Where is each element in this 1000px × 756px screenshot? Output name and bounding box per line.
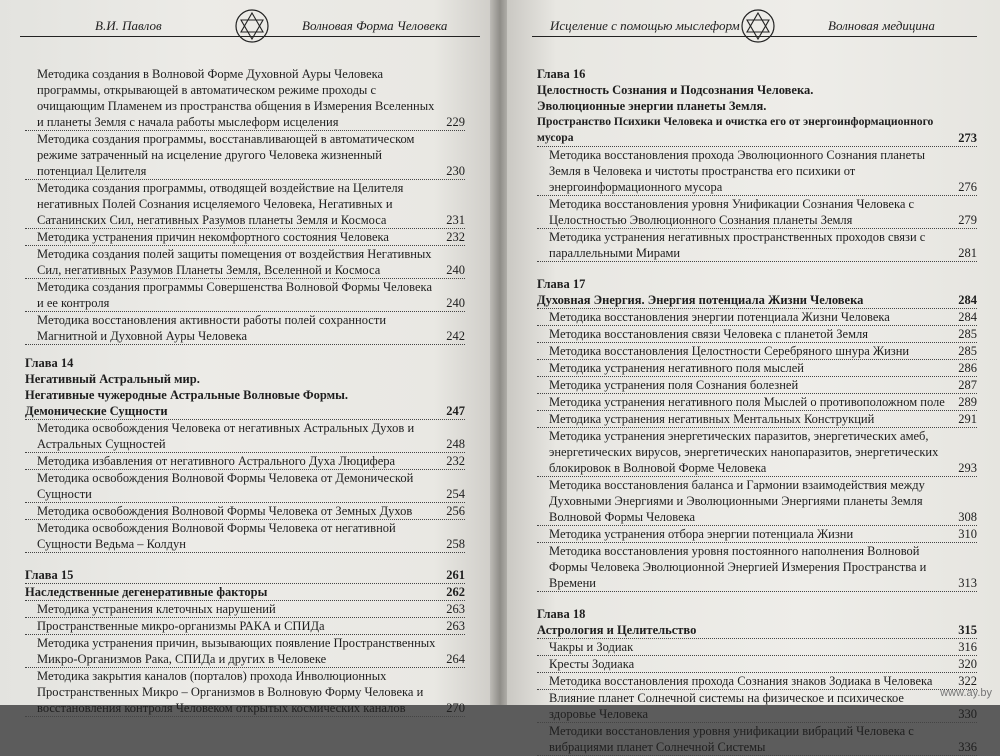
toc-entry-text: Методика устранения негативных пространственных проходов связи с параллельными Мирами [549, 230, 926, 260]
toc-entry-text: Методика освобождения Волновой Формы Человека от негативной Сущности Ведьма – Колдун [37, 521, 396, 551]
chapter18-title-entry [537, 622, 977, 639]
toc-entry-page: 293 [958, 461, 977, 475]
toc-entry [25, 601, 465, 618]
chapter18-number: Глава 18 [537, 607, 586, 621]
toc-entry-text: Кресты Зодиака [549, 657, 635, 671]
toc-entry-page: 270 [446, 701, 465, 715]
chapter15-title: Наследственные дегенеративные факторы [25, 585, 268, 599]
header-author: В.И. Павлов [95, 18, 162, 33]
toc-entry-text: Методика восстановления Целостности Серебряного шнура Жизни [549, 344, 910, 358]
toc-entry [537, 377, 977, 394]
toc-entry [25, 279, 465, 312]
chapter17-title-entry [537, 292, 977, 309]
chapter14-title-line-1: Негативный Астральный мир. [25, 372, 200, 386]
toc-entry-text: Методика восстановления баланса и Гармонии взаимодействия между Духовными Энергиями и Эволюционными Энергиями планеты Земля Волновой Формы Человека [549, 478, 925, 524]
toc-entry-page: 313 [958, 576, 977, 590]
toc-entry-page: 242 [446, 329, 465, 343]
left-page [0, 0, 493, 715]
toc-entry [25, 618, 465, 635]
chapter18-title: Астрология и Целительство [537, 623, 697, 637]
star-of-david-icon [234, 8, 270, 44]
toc-entry-text: Методика создания программы, отводящей воздействие на Целителя негативных Полей Сознания исцеляемого Человека, Негативных и Сатанинских Сил, негативных Разумов планеты Земля и Космоса [37, 181, 404, 227]
chapter15-number: Глава 15 [25, 568, 74, 582]
toc-entry-page: 310 [958, 527, 977, 541]
toc-entry-text: Методика восстановления уровня Унификации Сознания Человека с Целостностью Эволюционного Сознания планеты Земля [549, 197, 915, 227]
toc-entry-text: Методика восстановления связи Человека с планетой Земля [549, 327, 868, 341]
toc-entry [537, 690, 977, 723]
watermark: www.ay.by [940, 687, 992, 699]
toc-entry-text: Методика устранения поля Сознания болезней [549, 378, 799, 392]
toc-entry-page: 285 [958, 344, 977, 358]
toc-entry-page: 316 [958, 640, 977, 654]
toc-entry-page: 232 [446, 230, 465, 244]
chapter14-page: 247 [446, 404, 465, 418]
toc-entry-text: Методики восстановления уровня унификации вибраций Человека с вибрациями планет Солнечной Системы [549, 724, 914, 754]
toc-entry-text: Методика восстановления энергии потенциала Жизни Человека [549, 310, 890, 324]
toc-entry-text: Методика устранения негативных Ментальных Конструкций [549, 412, 875, 426]
toc-entry-text: Влияние планет Солнечной системы на физическое и психическое здоровье Человека [549, 691, 904, 721]
toc-entry-text: Методика создания в Волновой Форме Духовной Ауры Человека программы, открывающей в автоматическом режиме проходы с очищающим Пламенем из пространства общения в Измерения Вселенных и планеты Земля с начала работы мыслеформ исцеления [37, 67, 435, 129]
toc-entry [25, 229, 465, 246]
right-page [507, 0, 1000, 754]
toc-entry-page: 284 [958, 310, 977, 324]
toc-entry-page: 240 [446, 263, 465, 277]
toc-entry [25, 453, 465, 470]
toc-entry [537, 526, 977, 543]
toc-entry [537, 656, 977, 673]
toc-entry [537, 723, 977, 756]
chapter16-page: 273 [958, 131, 977, 145]
toc-entry-text: Методика устранения негативного поля Мыслей о противоположном поле [549, 395, 945, 409]
toc-entry [25, 66, 465, 131]
chapter16-title-line-3: Пространство Психики Человека и очистка его от энергоинформационного мусора [537, 115, 934, 144]
chapter17-page: 284 [958, 293, 977, 307]
toc-entry-text: Методика восстановления прохода Эволюционного Сознания планеты Земля в Человека и чистоты пространства его психики от энергоинформационного мусора [549, 148, 925, 194]
toc-entry [537, 411, 977, 428]
toc-entry [25, 470, 465, 503]
toc-entry-page: 320 [958, 657, 977, 671]
toc-entry-text: Методика закрытия каналов (порталов) прохода Инволюционных Пространственных Микро – Организмов в Волновую Форму Человека и восстановления контроля Человеком открытых космических каналов [37, 669, 424, 715]
toc-entry-page: 336 [958, 740, 977, 754]
toc-entry-page: 308 [958, 510, 977, 524]
toc-entry-page: 258 [446, 537, 465, 551]
toc-entry [537, 394, 977, 411]
right-header [532, 8, 977, 38]
toc-entry-page: 287 [958, 378, 977, 392]
toc-entry [25, 503, 465, 520]
toc-entry [25, 420, 465, 453]
chapter18-page: 315 [958, 623, 977, 637]
toc-entry-page: 276 [958, 180, 977, 194]
chapter16-title-entry [537, 114, 977, 147]
toc-entry [537, 360, 977, 377]
chapter15-number-entry [25, 567, 465, 584]
toc-entry [537, 309, 977, 326]
toc-entry-page: 281 [958, 246, 977, 260]
toc-entry [537, 147, 977, 196]
toc-entry [537, 543, 977, 592]
toc-entry [25, 131, 465, 180]
toc-entry [537, 428, 977, 477]
toc-entry-page: 289 [958, 395, 977, 409]
toc-entry-page: 232 [446, 454, 465, 468]
toc-entry [537, 673, 977, 690]
toc-entry-page: 279 [958, 213, 977, 227]
toc-entry-page: 263 [446, 619, 465, 633]
toc-entry [25, 246, 465, 279]
toc-entry-text: Методика избавления от негативного Астрального Духа Люцифера [37, 454, 396, 468]
right-toc [537, 66, 977, 756]
toc-entry-page: 230 [446, 164, 465, 178]
toc-entry [537, 229, 977, 262]
toc-entry [537, 639, 977, 656]
toc-entry [25, 180, 465, 229]
header-title: Волновая Форма Человека [302, 18, 448, 33]
toc-entry-text: Методика устранения причин, вызывающих появление Пространственных Микро-Организмов Рака, СПИДа и других в Человеке [37, 636, 436, 666]
toc-entry-page: 286 [958, 361, 977, 375]
chapter16-number: Глава 16 [537, 67, 586, 81]
toc-entry [25, 520, 465, 553]
toc-entry-text: Методика восстановления активности работы полей сохранности Магнитной и Духовной Ауры Человека [37, 313, 387, 343]
chapter14-title-line-3: Демонические Сущности [25, 404, 168, 418]
toc-entry-text: Методика создания полей защиты помещения от воздействия Негативных Сил, негативных Разумов Планеты Земля, Вселенной и Космоса [37, 247, 432, 277]
toc-entry-page: 263 [446, 602, 465, 616]
toc-entry [537, 477, 977, 526]
toc-entry-page: 254 [446, 487, 465, 501]
toc-entry [537, 196, 977, 229]
toc-entry-text: Методика устранения негативного поля мыслей [549, 361, 804, 375]
toc-entry-page: 285 [958, 327, 977, 341]
toc-entry-page: 291 [958, 412, 977, 426]
toc-entry-text: Методика освобождения Человека от негативных Астральных Духов и Астральных Сущностей [37, 421, 415, 451]
toc-entry [25, 668, 465, 717]
toc-entry-page: 264 [446, 652, 465, 666]
toc-entry-page: 256 [446, 504, 465, 518]
chapter14-title-entry [25, 403, 465, 420]
toc-entry-page: 240 [446, 296, 465, 310]
chapter15-title-entry [25, 584, 465, 601]
toc-entry-text: Методика устранения причин некомфортного состояния Человека [37, 230, 389, 244]
toc-entry-text: Методика создания программы Совершенства Волновой Формы Человека и ее контроля [37, 280, 432, 310]
toc-entry-text: Методика освобождения Волновой Формы Человека от Демонической Сущности [37, 471, 414, 501]
toc-entry-text: Методика освобождения Волновой Формы Человека от Земных Духов [37, 504, 413, 518]
chapter14-number: Глава 14 [25, 356, 74, 370]
toc-entry-page: 248 [446, 437, 465, 451]
chapter17-title: Духовная Энергия. Энергия потенциала Жизни Человека [537, 293, 864, 307]
toc-entry [537, 326, 977, 343]
toc-entry-text: Пространственные микро-организмы РАКА и СПИДа [37, 619, 325, 633]
chapter16-title-line-1: Целостность Сознания и Подсознания Человека. [537, 83, 814, 97]
star-of-david-icon [740, 8, 776, 44]
left-toc [25, 66, 465, 717]
toc-entry [537, 343, 977, 360]
toc-entry-text: Методика восстановления прохода Сознания знаков Зодиака в Человека [549, 674, 933, 688]
toc-entry-page: 322 [958, 674, 977, 688]
header-left: Исцеление с помощью мыслеформ [550, 18, 740, 33]
toc-entry-page: 330 [958, 707, 977, 721]
toc-entry-page: 229 [446, 115, 465, 129]
header-right: Волновая медицина [828, 18, 935, 33]
chapter16-title-line-2: Эволюционные энергии планеты Земля. [537, 99, 767, 113]
toc-entry-page: 231 [446, 213, 465, 227]
toc-entry-text: Методика создания программы, восстанавливающей в автоматическом режиме затраченный на исцеление другого Человека жизненный потенциал Целителя [37, 132, 415, 178]
chapter14-title-line-2: Негативные чужеродные Астральные Волновые Формы. [25, 388, 349, 402]
chapter15-number-page: 261 [446, 568, 465, 582]
toc-entry-text: Методика устранения клеточных нарушений [37, 602, 276, 616]
toc-entry [25, 312, 465, 345]
chapter15-page: 262 [446, 585, 465, 599]
toc-entry-text: Методика устранения энергетических паразитов, энергетических амеб, энергетических вирусов, энергетических нанопаразитов, энергетических блокировок в Волновой Форме Человека [549, 429, 939, 475]
left-header [20, 8, 480, 38]
toc-entry-text: Методика восстановления уровня постоянного наполнения Волновой Формы Человека Эволюционной Энергией Измерения Пространства и Времени [549, 544, 927, 590]
toc-entry-text: Чакры и Зодиак [549, 640, 634, 654]
toc-entry-text: Методика устранения отбора энергии потенциала Жизни [549, 527, 854, 541]
chapter17-number: Глава 17 [537, 277, 586, 291]
toc-entry [25, 635, 465, 668]
